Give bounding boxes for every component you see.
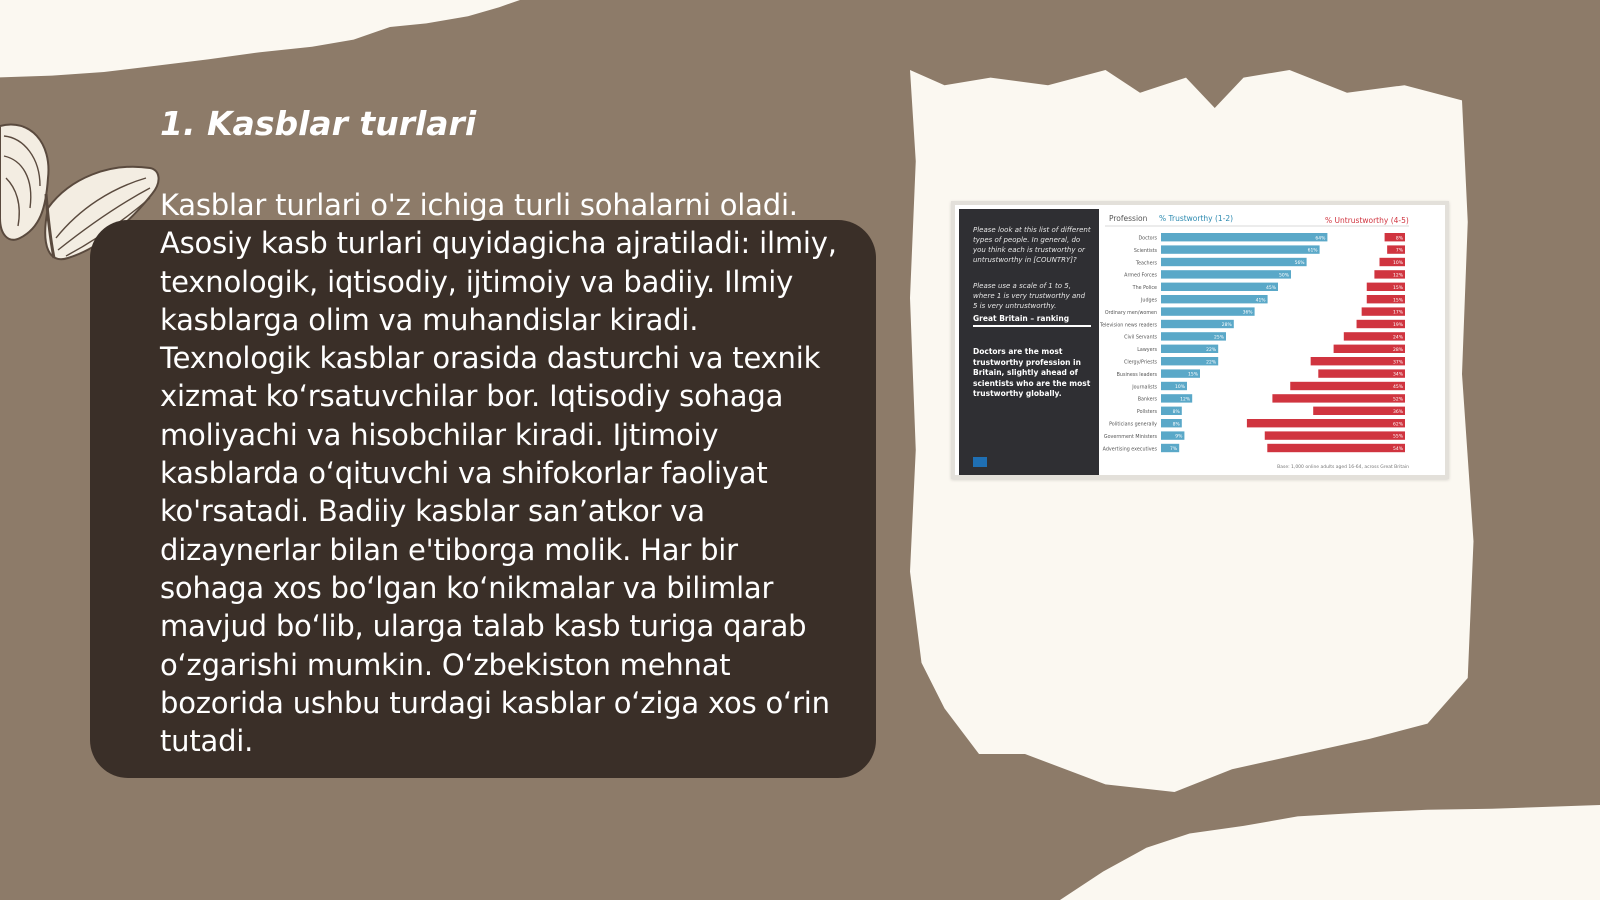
untrust-value-label: 10% xyxy=(1392,261,1403,267)
trust-value-label: 45% xyxy=(1265,285,1276,291)
untrust-bar xyxy=(1313,407,1405,415)
untrust-value-label: 15% xyxy=(1392,285,1403,291)
untrust-bar xyxy=(1265,431,1405,439)
category-label: Armed Forces xyxy=(1124,273,1157,279)
trust-value-label: 64% xyxy=(1315,236,1326,242)
category-label: Bankers xyxy=(1137,397,1157,403)
untrust-value-label: 37% xyxy=(1392,360,1403,366)
category-label: Journalists xyxy=(1132,385,1157,391)
category-label: Government Ministers xyxy=(1103,434,1157,440)
untrust-value-label: 34% xyxy=(1392,372,1403,378)
butterfly-wing-left xyxy=(0,125,48,240)
trust-bar xyxy=(1161,295,1268,303)
trust-value-label: 25% xyxy=(1213,335,1224,341)
trust-value-label: 41% xyxy=(1255,298,1266,304)
untrust-value-label: 54% xyxy=(1392,447,1403,453)
trust-bar xyxy=(1161,270,1291,278)
header-untrust: % Untrustworthy (4-5) xyxy=(1325,216,1409,225)
untrust-value-label: 45% xyxy=(1392,385,1403,391)
trust-value-label: 22% xyxy=(1206,360,1217,366)
category-label: Judges xyxy=(1141,298,1157,304)
header-trust: % Trustworthy (1-2) xyxy=(1159,214,1234,223)
trust-bar xyxy=(1161,245,1320,253)
chart-bars-svg xyxy=(955,205,1445,475)
category-label: Civil Servants xyxy=(1124,335,1157,341)
trust-value-label: 61% xyxy=(1307,248,1318,254)
category-label: Teachers xyxy=(1135,261,1157,267)
chart-question-text: Please look at this list of different types of people. In general, do you think each is trustworthy or untrustworthy in [COUNTRY]? xyxy=(973,226,1091,264)
trust-value-label: 15% xyxy=(1187,372,1198,378)
header-profession: Profession xyxy=(1109,214,1148,223)
category-label: Scientists xyxy=(1133,248,1157,254)
category-label: Clergy/Priests xyxy=(1124,360,1157,366)
chart-ranking-title: Great Britain – ranking xyxy=(973,314,1091,327)
untrust-value-label: 19% xyxy=(1392,323,1403,329)
category-label: Doctors xyxy=(1138,236,1157,242)
untrust-bar xyxy=(1318,369,1405,377)
untrust-value-label: 55% xyxy=(1392,434,1403,440)
untrust-value-label: 52% xyxy=(1392,397,1403,403)
untrust-value-label: 15% xyxy=(1392,298,1403,304)
category-label: Politicians generally xyxy=(1109,422,1157,428)
untrust-value-label: 24% xyxy=(1392,335,1403,341)
untrust-value-label: 12% xyxy=(1392,273,1403,279)
torn-paper-top xyxy=(0,0,520,90)
trust-value-label: 10% xyxy=(1174,385,1185,391)
trust-bar xyxy=(1161,307,1255,315)
trust-value-label: 36% xyxy=(1242,310,1253,316)
category-label: Pollsters xyxy=(1136,410,1157,416)
slide-body-text: Kasblar turlari o'z ichiga turli sohalarni oladi. Asosiy kasb turlari quyidagicha ajratiladi: ilmiy, texnologik, iqtisodiy, ijtimoiy va badiiy. Ilmiy kasblarga olim va muhandislar kiradi. Texnologik kasblar orasida dasturchi va texnik xizmat koʻrsatuvchilar bor. Iqtisodiy sohaga moliyachi va hisobchilar kiradi. Ijtimoiy kasblarda oʻqituvchi va shifokorlar faoliyat ko'rsatadi. Badiiy kasblar san’atkor va dizaynerlar bilan e'tiborga molik. Har bir sohaga xos boʻlgan koʻnikmalar va bilimlar mavjud boʻlib, ularga talab kasb turiga qarab oʻzgarishi mumkin. Oʻzbekiston mehnat bozorida ushbu turdagi kasblar oʻziga xos oʻrin tutadi. xyxy=(160,188,837,759)
untrust-value-label: 62% xyxy=(1392,422,1403,428)
untrust-bar xyxy=(1272,394,1405,402)
trust-value-label: 9% xyxy=(1175,434,1183,440)
trust-bar xyxy=(1161,283,1278,291)
chart-footnote: Base: 1,000 online adults aged 16-64, across Great Britain xyxy=(1277,465,1409,470)
trust-value-label: 56% xyxy=(1294,261,1305,267)
chart-note-text: Doctors are the most trustworthy profession in Britain, slightly ahead of scientists who are the most trustworthy globally. xyxy=(973,347,1091,398)
untrust-bar xyxy=(1311,357,1405,365)
untrust-value-label: 28% xyxy=(1392,347,1403,353)
category-label: Ordinary men/women xyxy=(1104,310,1157,316)
trust-value-label: 12% xyxy=(1180,397,1191,403)
embedded-chart-image xyxy=(951,201,1449,479)
untrust-bar xyxy=(1247,419,1405,427)
trust-value-label: 8% xyxy=(1172,409,1180,415)
untrust-value-label: 17% xyxy=(1392,310,1403,316)
trust-value-label: 50% xyxy=(1278,273,1289,279)
torn-paper-bottom xyxy=(1060,805,1600,900)
category-label: Television news readers xyxy=(1099,323,1157,329)
slide-heading: 1. Kasblar turlari xyxy=(160,104,477,143)
trust-bar xyxy=(1161,233,1327,241)
untrust-bar xyxy=(1267,444,1405,452)
trust-value-label: 22% xyxy=(1206,347,1217,353)
trust-bar xyxy=(1161,258,1307,266)
untrust-value-label: 36% xyxy=(1392,409,1403,415)
category-label: The Police xyxy=(1132,286,1157,292)
untrust-value-label: 7% xyxy=(1395,248,1403,254)
category-label: Advertising executives xyxy=(1102,447,1157,453)
trust-value-label: 8% xyxy=(1172,422,1180,428)
trust-value-label: 7% xyxy=(1170,447,1178,453)
untrust-bar xyxy=(1290,382,1405,390)
category-label: Business leaders xyxy=(1116,372,1157,378)
trust-value-label: 28% xyxy=(1221,323,1232,329)
untrust-value-label: 8% xyxy=(1395,236,1403,242)
category-label: Lawyers xyxy=(1137,348,1157,354)
chart-scale-text: Please use a scale of 1 to 5, where 1 is very trustworthy and 5 is very untrustworthy. xyxy=(973,282,1086,310)
